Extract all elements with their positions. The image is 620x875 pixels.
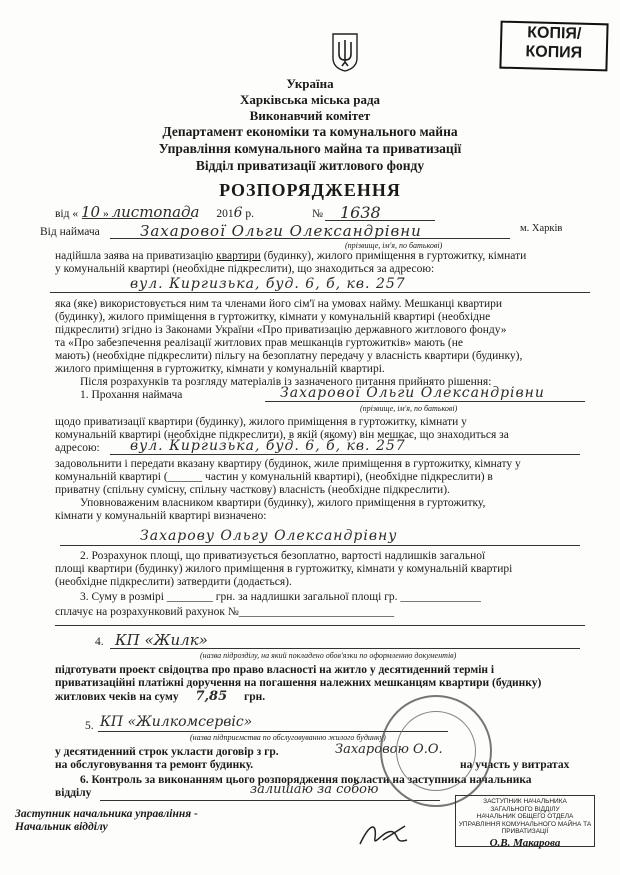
text-line: адресою:: [55, 442, 100, 454]
head-signature-label: Начальник відділу: [15, 821, 108, 833]
text-underlined: квартири: [216, 250, 261, 262]
text-line: жилого приміщення в гуртожитку, кімнати у комунальній квартирі.: [55, 363, 385, 375]
item4-caption: (назва підрозділу, на який покладено обов'язки по оформленню документів): [200, 651, 457, 660]
control-handwritten: залишаю за собою: [250, 782, 379, 797]
item1-name: Захарової Ольги Олександрівни: [280, 385, 545, 401]
item4-label: 4.: [95, 636, 104, 648]
number-label: №: [312, 208, 323, 220]
date-year-suffix: р.: [245, 208, 255, 220]
contract-name-handwritten: Захаровою О.О.: [335, 742, 443, 757]
handwritten-signature: [355, 818, 415, 850]
sum-line: [55, 690, 265, 704]
stamp-text: ЗАСТУПНИК НАЧАЛЬНИКА: [483, 798, 567, 805]
text-line: Уповноваженим власником квартири (будинку), жилого приміщення в гуртожитку,: [80, 497, 486, 509]
text-line: Після розрахунків та розгляду матеріалів із зазначеного питання прийнято рішення:: [80, 376, 492, 388]
text-line: 2. Розрахунок площі, що приватизується безоплатно, вартості надлишків загальної: [80, 550, 486, 562]
text-line: відділу: [55, 787, 92, 799]
item5-caption: (назва підприємства по обслуговуванню жилого будинку): [190, 733, 386, 742]
header-council: Харківська міська рада: [239, 92, 381, 107]
text-line: мають) (необхідне підкреслити) пільгу на безоплатну передачу у власність квартири (будинку),: [55, 350, 523, 362]
text-line: (необхідне підкреслити) затвердити (додається).: [55, 576, 292, 588]
header-department: Департамент економіки та комунального майна: [162, 124, 458, 139]
text-line: на участь у витратах: [460, 759, 570, 771]
text-line: комунальній квартирі (______ частин у комунальній квартирі), (необхідне підкреслити) в: [55, 471, 493, 483]
date-prefix: від «: [55, 208, 79, 220]
official-rect-stamp: [455, 795, 595, 847]
stamp-text: ЗАГАЛЬНОГО ВІДДІЛУ: [490, 805, 560, 813]
header-country: Україна: [286, 76, 334, 91]
copy-stamp-line2: КОПИЯ: [525, 43, 583, 62]
text-line: площі квартири (будинку) жилого приміщення в гуртожитку, кімнати у комунальній квартирі: [55, 563, 513, 575]
text-line: яка (яке) використовується ним та членами його сім'ї на умовах найму. Мешканці квартири: [55, 298, 503, 310]
copy-stamp: [499, 21, 608, 72]
document-number: 1638: [340, 203, 381, 222]
item4-value: КП «Жилк»: [115, 631, 208, 649]
date-day: 10: [80, 203, 101, 221]
owner-handwritten: Захарову Ольгу Олександрівну: [140, 528, 398, 544]
text-line: кімнати у комунальній квартирі визначено:: [55, 510, 267, 522]
copy-stamp-line1: КОПІЯ/: [527, 24, 582, 43]
applicant-caption: (прізвище, ім'я, по батькові): [345, 241, 443, 250]
text-line: у десятиденний строк укласти договір з гр.: [55, 746, 279, 758]
trident-coat-of-arms-icon: [331, 32, 359, 72]
deputy-signature-label: Заступник начальника управління -: [15, 808, 198, 820]
official-round-seal-icon: [380, 695, 492, 807]
document-title: РОЗПОРЯДЖЕННЯ: [219, 180, 401, 200]
text-line: грн.: [244, 691, 266, 703]
text-line: надійшла заява на приватизацію: [55, 250, 214, 262]
header-division: Відділ приватизації житлового фонду: [195, 158, 425, 173]
item5-label: 5.: [85, 720, 94, 732]
item1-caption: (прізвище, ім'я, по батькові): [360, 404, 458, 413]
address2-handwritten: вул. Киргизька, буд. 6, б, кв. 257: [130, 438, 406, 454]
text-line: (будинку), жилого приміщення в гуртожитку, кімнати у комунальній квартирі (необхідне: [55, 311, 491, 323]
header-committee: Виконавчий комітет: [249, 108, 371, 123]
text-line: 3. Суму в розмірі ________ грн. за надлишки загальної площі гр. ______________: [80, 591, 481, 603]
date-mid: »: [102, 208, 109, 220]
date-year-digit: 6: [233, 205, 243, 221]
city: м. Харків: [520, 223, 563, 234]
signer-name: О.В. Макарова: [489, 836, 561, 849]
text-line: комунальній квартирі (необхідне підкреслити), в якій (якому) він мешкає, що знаходиться за: [55, 429, 509, 441]
text-line: приватну (спільну сумісну, спільну часткову) власність (необхідне підкреслити).: [55, 484, 450, 496]
applicant-name: Захарової Ольги Олександрівни: [140, 222, 422, 240]
text-line: 6. Контроль за виконанням цього розпорядження покласти на заступника начальника: [80, 774, 532, 786]
sum-handwritten: 7,85: [195, 689, 228, 704]
date-month: листопада: [111, 203, 200, 221]
text-line: у комунальній квартирі (необхідне підкреслити), що знаходиться за адресою:: [55, 263, 435, 275]
date-year-prefix: 201: [216, 208, 234, 220]
text-line: сплачує на розрахунковий рахунок №___________________________: [55, 606, 395, 618]
item1-label: 1. Прохання наймача: [80, 389, 183, 401]
text-line: (будинку), жилого приміщення в гуртожитку, кімнати: [263, 250, 527, 262]
text-line: щодо приватизації квартири (будинку), жилого приміщення в гуртожитку, кімнати у: [55, 416, 467, 428]
text-line: приватизаційні платіжні доручення на погашення належних мешканцям квартири (будинку): [55, 677, 542, 689]
applicant-label: Від наймача: [40, 226, 100, 238]
text-line: задовольнити і передати вказану квартиру (будинок, жиле приміщення в гуртожитку, кімнату у: [55, 458, 521, 470]
text-line: на обслуговування та ремонт будинку.: [55, 759, 254, 771]
text-line: житлових чеків на суму: [55, 691, 179, 703]
text-line: підготувати проект свідоцтва про право власності на житло у десятиденний термін і: [55, 664, 495, 676]
text-line: підкреслити) згідно із Законами України «Про приватизацію державного житлового фонду»: [55, 324, 507, 336]
header-directorate: Управління комунального майна та приватизації: [158, 141, 462, 156]
address-handwritten: вул. Киргизька, буд. 6, б, кв. 257: [130, 276, 406, 292]
stamp-text: НАЧАЛЬНИК ОБЩЕГО ОТДЕЛА: [476, 813, 574, 820]
stamp-text: УПРАВЛІННЯ КОМУНАЛЬНОГО МАЙНА ТА ПРИВАТИЗАЦІЇ: [458, 820, 592, 835]
text-line: та «Про забезпечення реалізації житлових прав мешканців гуртожитків» мають (не: [55, 337, 463, 349]
item5-value: КП «Жилкомсервіс»: [100, 714, 253, 730]
